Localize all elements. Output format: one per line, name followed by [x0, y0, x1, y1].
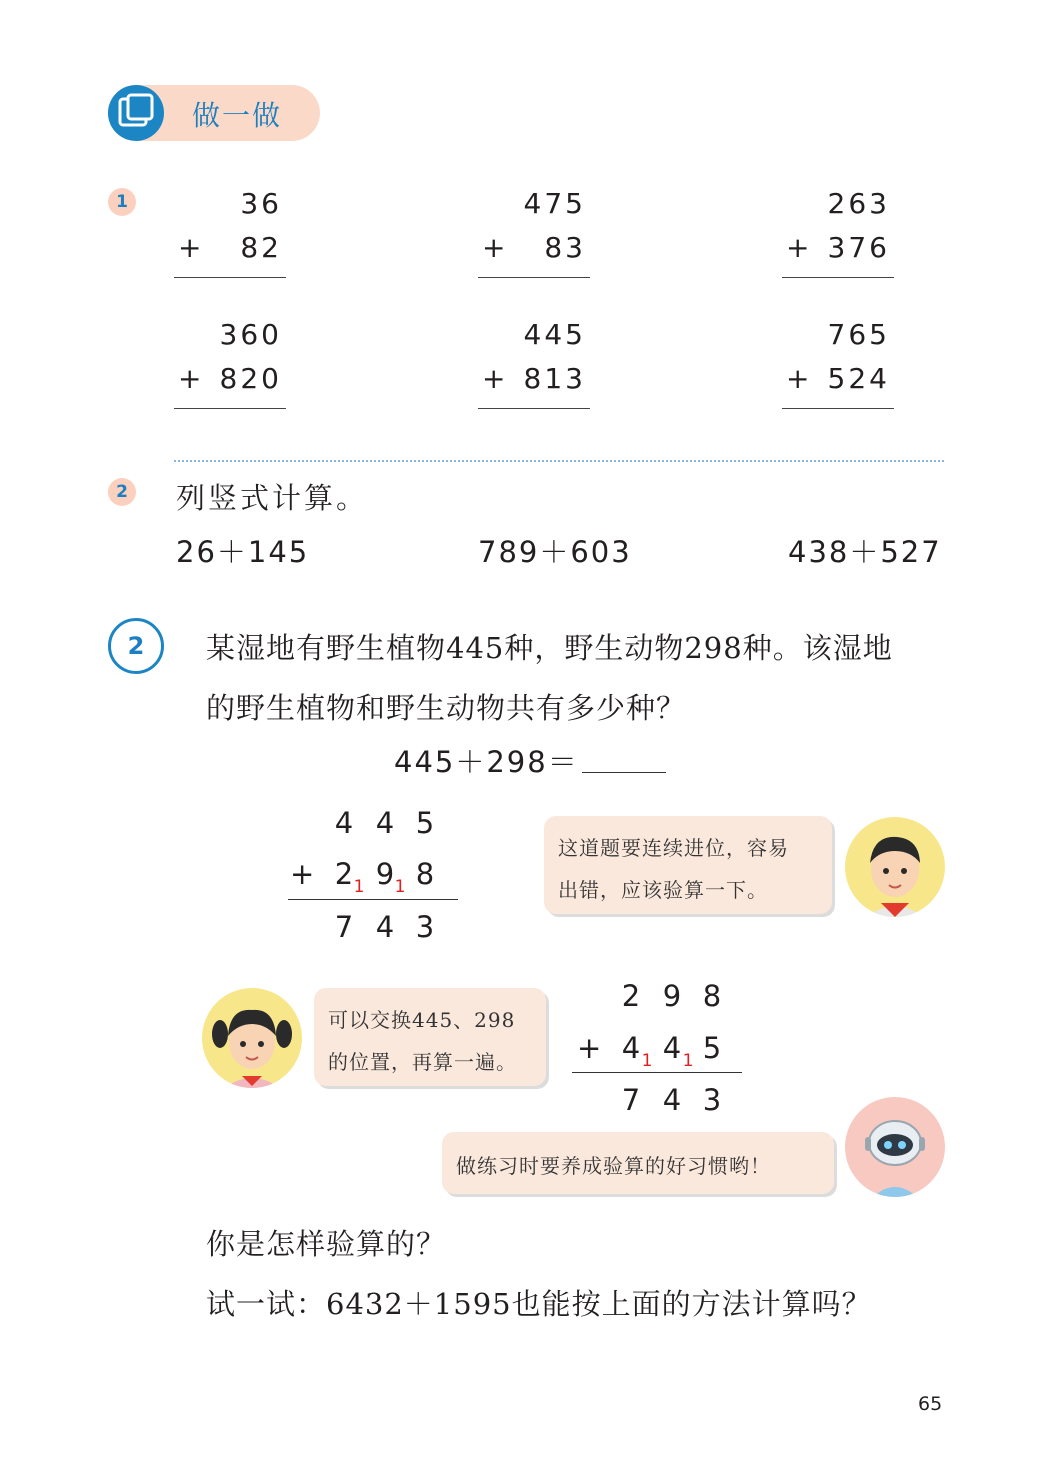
- addend-top: 475: [523, 187, 586, 220]
- vertical-addition-4: [174, 318, 286, 398]
- answer-blank: [582, 772, 666, 773]
- girl-avatar: [202, 988, 302, 1088]
- problem-text-line-2: 的野生植物和野生动物共有多少种？: [206, 691, 687, 725]
- sum-line: [288, 899, 458, 900]
- sum-line: [572, 1072, 742, 1073]
- bubble-text: 出错，应该验算一下。: [558, 878, 768, 902]
- digit: 7: [621, 1083, 641, 1117]
- bubble-text: 这道题要连续进位，容易: [558, 836, 789, 860]
- digit: 3: [702, 1083, 722, 1117]
- digit: 8: [415, 857, 435, 891]
- carry-digit: 1: [682, 1051, 694, 1071]
- vertical-addition-3: [782, 187, 894, 267]
- digit: 9: [662, 979, 682, 1013]
- expression-2: 789＋603: [478, 535, 632, 569]
- addend-top: 263: [827, 187, 890, 220]
- digit: 4: [375, 910, 395, 944]
- plus-sign: +: [786, 231, 810, 264]
- plus-sign: +: [482, 231, 506, 264]
- plus-sign: +: [577, 1031, 602, 1065]
- addend-bottom: 813: [523, 362, 586, 395]
- carry-digit: 1: [641, 1051, 653, 1071]
- sum-line: [782, 408, 894, 409]
- addend-bottom: 82: [240, 231, 282, 264]
- vertical-addition-5: [478, 318, 590, 398]
- equation: 445＋298＝: [394, 745, 579, 779]
- expression-3: 438＋527: [788, 535, 942, 569]
- sum-line: [174, 408, 286, 409]
- exercise-badge-1: 1: [108, 188, 136, 216]
- plus-sign: +: [178, 362, 202, 395]
- practice-icon: [108, 85, 164, 141]
- addend-top: 765: [827, 318, 890, 351]
- digit: 5: [415, 806, 435, 840]
- sum-line: [174, 277, 286, 278]
- addend-top: 445: [523, 318, 586, 351]
- problem-text-line-1: 某湿地有野生植物445种，野生动物298种。该湿地: [206, 631, 893, 665]
- dotted-divider: [174, 460, 944, 462]
- sum-line: [478, 408, 590, 409]
- bubble-text: 的位置，再算一遍。: [328, 1050, 517, 1074]
- vertical-addition-2: [478, 187, 590, 267]
- page-number: 65: [918, 1393, 943, 1415]
- bubble-text: 做练习时要养成验算的好习惯哟！: [456, 1154, 771, 1178]
- speech-bubble-robot: [442, 1132, 834, 1194]
- addend-top: 360: [219, 318, 282, 351]
- expression-1: 26＋145: [176, 535, 310, 569]
- speech-bubble-girl: [314, 988, 546, 1086]
- section-title: 做一做: [192, 99, 283, 132]
- sum-line: [478, 277, 590, 278]
- try-it-question: 试一试：6432＋1595也能按上面的方法计算吗？: [206, 1287, 872, 1321]
- addend-bottom: 83: [544, 231, 586, 264]
- vertical-addition-1: [174, 187, 286, 267]
- addend-bottom: 524: [827, 362, 890, 395]
- plus-sign: +: [482, 362, 506, 395]
- plus-sign: +: [178, 231, 202, 264]
- plus-sign: +: [786, 362, 810, 395]
- verification-question: 你是怎样验算的？: [206, 1227, 447, 1261]
- digit: 4: [662, 1083, 682, 1117]
- digit: 8: [702, 979, 722, 1013]
- digit: 4: [375, 806, 395, 840]
- plus-sign: +: [290, 857, 315, 891]
- carry-digit: 1: [394, 877, 406, 897]
- carry-digit: 1: [353, 877, 365, 897]
- digit: 7: [334, 910, 354, 944]
- example-badge: 2: [108, 618, 164, 674]
- digit: 4: [334, 806, 354, 840]
- robot-avatar: [845, 1097, 945, 1197]
- digit: 4: [621, 1031, 641, 1065]
- exercise-badge-2: 2: [108, 478, 136, 506]
- digit: 4: [662, 1031, 682, 1065]
- addend-bottom: 376: [827, 231, 890, 264]
- digit: 3: [415, 910, 435, 944]
- exercise-instruction: 列竖式计算。: [176, 481, 369, 515]
- addend-bottom: 820: [219, 362, 282, 395]
- sum-line: [782, 277, 894, 278]
- boy-avatar: [845, 817, 945, 917]
- digit: 2: [621, 979, 641, 1013]
- speech-bubble-boy: [544, 816, 832, 914]
- vertical-addition-6: [782, 318, 894, 398]
- digit: 5: [702, 1031, 722, 1065]
- digit: 9: [375, 857, 395, 891]
- digit: 2: [334, 857, 354, 891]
- addend-top: 36: [240, 187, 282, 220]
- bubble-text: 可以交换445、298: [328, 1008, 516, 1032]
